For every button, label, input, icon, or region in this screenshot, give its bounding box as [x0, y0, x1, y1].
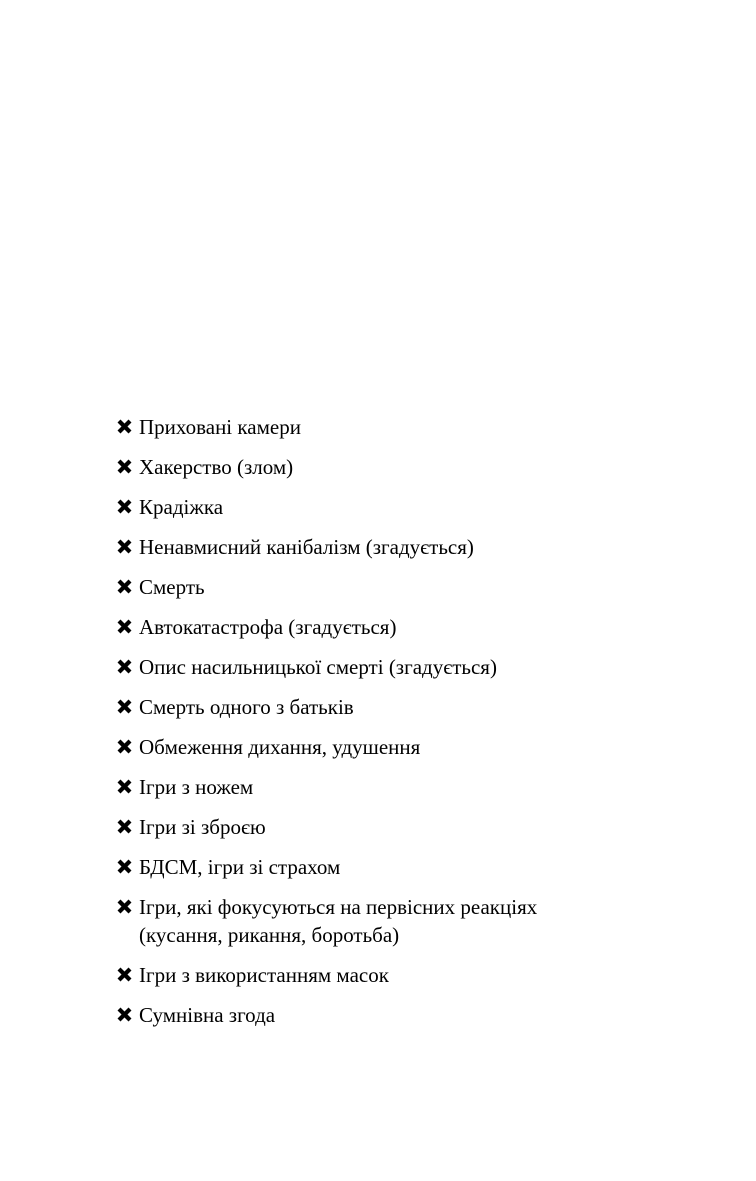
list-item — [117, 453, 622, 481]
heavy-x-icon — [117, 813, 139, 834]
list-item — [117, 653, 622, 681]
list-item-label: Ігри зі зброєю — [139, 815, 266, 839]
heavy-x-icon — [117, 961, 139, 982]
list-item-label: Крадіжка — [139, 495, 224, 519]
list-item — [117, 893, 622, 949]
list-item-label: Ігри з ножем — [139, 775, 254, 799]
list-item — [117, 413, 622, 441]
list-item-label: Смерть одного з батьків — [139, 695, 354, 719]
heavy-x-icon — [117, 733, 139, 754]
heavy-x-icon — [117, 493, 139, 514]
list-item-label: БДСМ, ігри зі страхом — [139, 855, 341, 879]
list-item — [117, 693, 622, 721]
list-item-label: Сумнівна згода — [139, 1003, 276, 1027]
list-item-label: Автокатастрофа (згадується) — [139, 615, 397, 639]
list-item — [117, 493, 622, 521]
heavy-x-icon — [117, 453, 139, 474]
heavy-x-icon — [117, 413, 139, 434]
list-item-label: Хакерство (злом) — [139, 455, 294, 479]
heavy-x-icon — [117, 613, 139, 634]
heavy-x-icon — [117, 573, 139, 594]
list-item-label: Ігри з використанням масок — [139, 963, 389, 987]
list-item — [117, 773, 622, 801]
heavy-x-icon — [117, 893, 139, 914]
list-item-label: Приховані камери — [139, 415, 301, 439]
list-item — [117, 853, 622, 881]
list-item-label: Смерть — [139, 575, 205, 599]
list-item-label: Ігри, які фокусуються на первісних реакціях (кусання, рикання, боротьба) — [139, 895, 538, 947]
heavy-x-icon — [117, 693, 139, 714]
list-item — [117, 1001, 622, 1029]
heavy-x-icon — [117, 773, 139, 794]
heavy-x-icon — [117, 533, 139, 554]
heavy-x-icon — [117, 653, 139, 674]
list-item-label: Опис насильницької смерті (згадується) — [139, 655, 497, 679]
list-item — [117, 961, 622, 989]
heavy-x-icon — [117, 853, 139, 874]
heavy-x-icon — [117, 1001, 139, 1022]
list-item — [117, 613, 622, 641]
list-item — [117, 813, 622, 841]
list-item-label: Обмеження дихання, удушення — [139, 735, 421, 759]
list-item — [117, 573, 622, 601]
content-warning-list — [117, 413, 622, 1041]
list-item — [117, 533, 622, 561]
list-item — [117, 733, 622, 761]
list-item-label: Ненавмисний канібалізм (згадується) — [139, 535, 474, 559]
